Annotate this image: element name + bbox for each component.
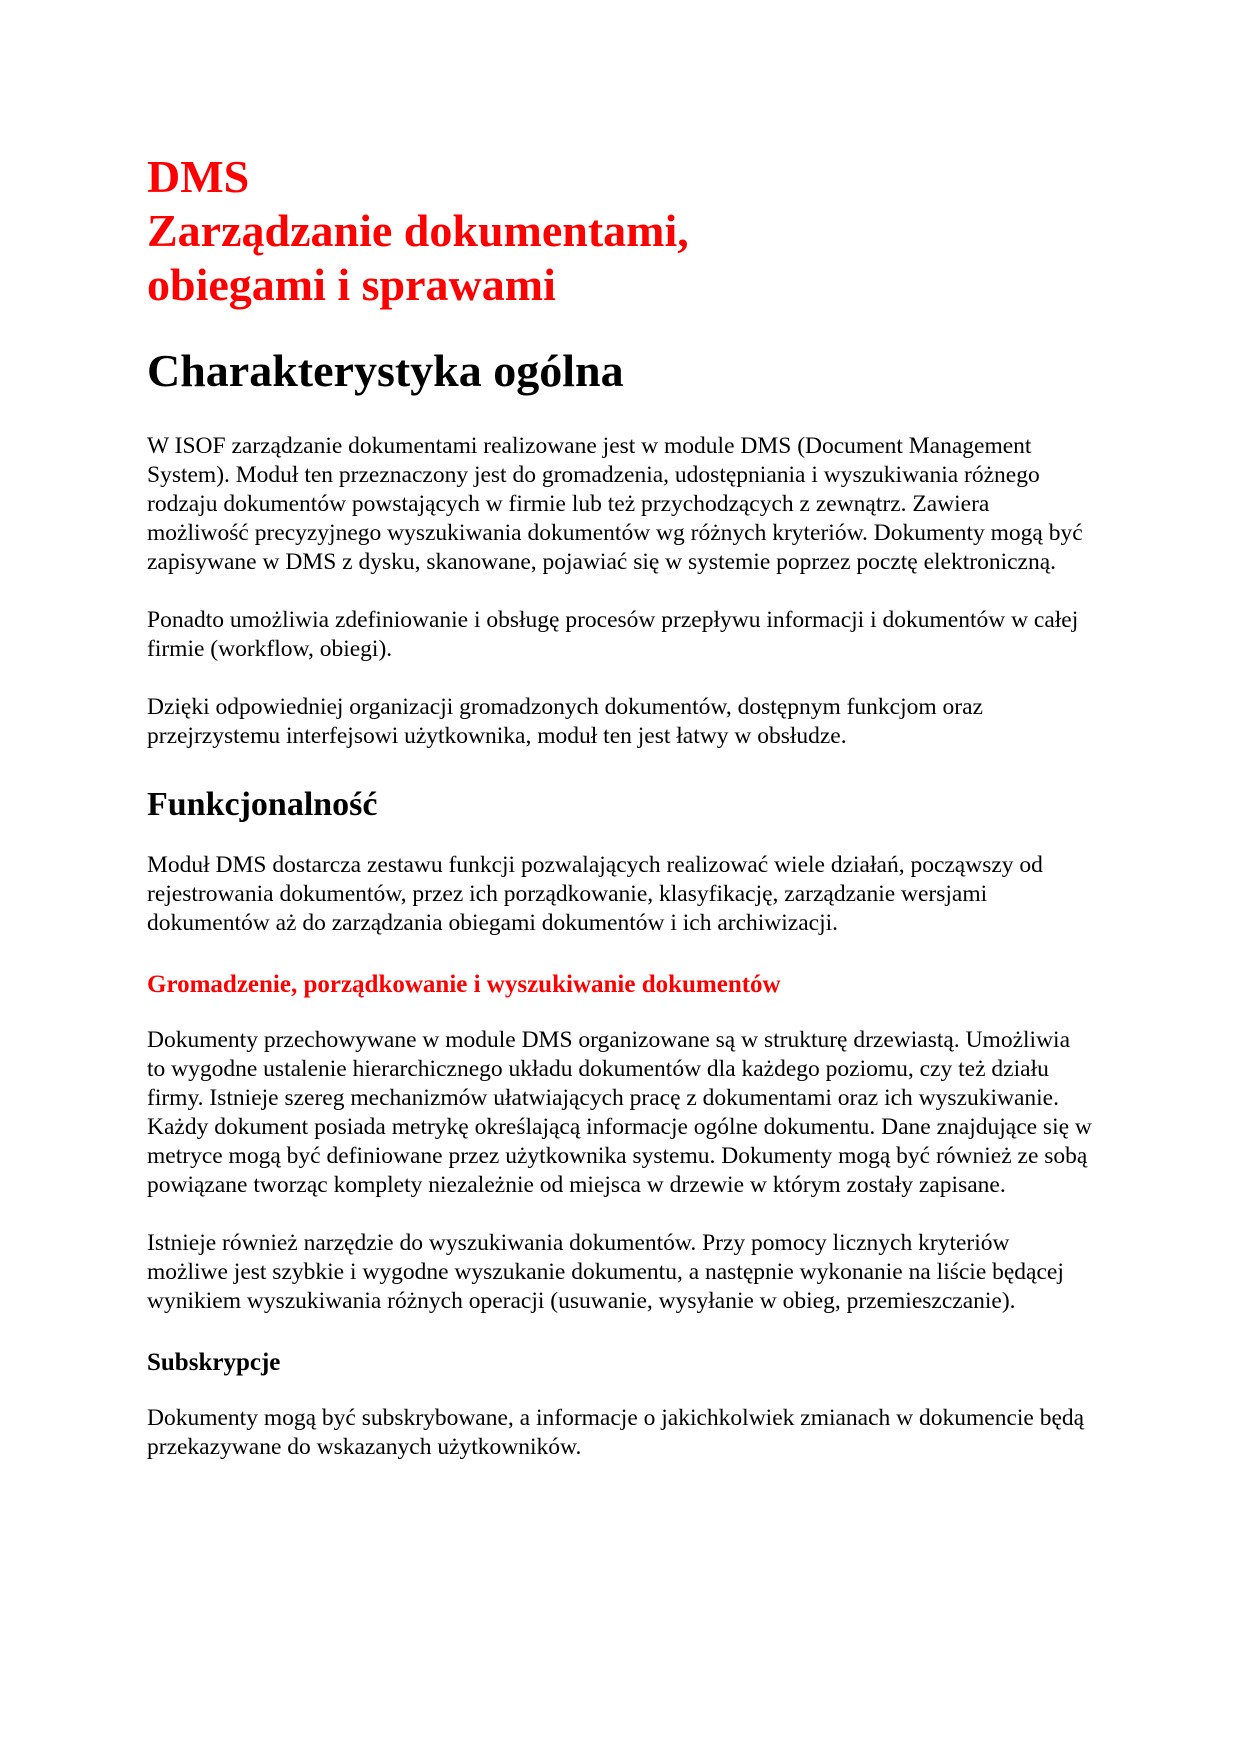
- title-line-3: obiegami i sprawami: [147, 259, 556, 310]
- paragraph-usability: Dzięki odpowiedniej organizacji gromadzonych dokumentów, dostępnym funkcjom oraz przejrzystemu interfejsowi użytkownika, moduł ten jest łatwy w obsłudze.: [147, 694, 983, 749]
- title-line-2: Zarządzanie dokumentami,: [147, 205, 689, 256]
- paragraph-functionality: Moduł DMS dostarcza zestawu funkcji pozwalających realizować wiele działań, począwszy od rejestrowania dokumentów, przez ich porządkowanie, klasyfikację, zarządzanie wersjami dokumentów aż do zarządzania obiegami dokumentów i ich archiwizacji.: [147, 852, 1043, 936]
- paragraph-subscriptions: Dokumenty mogą być subskrybowane, a informacje o jakichkolwiek zmianach w dokumencie będą przekazywane do wskazanych użytkowników.: [147, 1405, 1085, 1460]
- paragraph-structure: Dokumenty przechowywane w module DMS organizowane są w strukturę drzewiastą. Umożliwia to wygodne ustalenie hierarchicznego układu dokumentów dla każdego poziomu, czy też działu firmy. Istnieje szereg mechanizmów ułatwiających pracę z dokumentami oraz ich wyszukiwanie. Każdy dokument posiada metrykę określającą informacje ogólne dokumentu. Dane znajdujące się w metryce mogą być definiowane przez użytkownika systemu. Dokumenty mogą być również ze sobą powiązane tworząc komplety niezależnie od miejsca w drzewie w którym zostały zapisane.: [147, 1027, 1092, 1198]
- heading-functionality: Funkcjonalność: [147, 786, 378, 823]
- paragraph-intro: W ISOF zarządzanie dokumentami realizowane jest w module DMS (Document Management System). Moduł ten przeznaczony jest do gromadzenia, udostępniania i wyszukiwania różnego rodzaju dokumentów powstających w firmie lub też przychodzących z zewnątrz. Zawiera możliwość precyzyjnego wyszukiwania dokumentów wg różnych kryteriów. Dokumenty mogą być zapisywane w DMS z dysku, skanowane, pojawiać się w systemie poprzez pocztę elektroniczną.: [147, 433, 1083, 575]
- heading-general: Charakterystyka ogólna: [147, 345, 624, 396]
- title-line-1: DMS: [147, 151, 250, 202]
- paragraph-workflow: Ponadto umożliwia zdefiniowanie i obsługę procesów przepływu informacji i dokumentów w całej firmie (workflow, obiegi).: [147, 607, 1079, 662]
- heading-gathering: Gromadzenie, porządkowanie i wyszukiwanie dokumentów: [147, 971, 781, 998]
- document-title: [147, 150, 1092, 312]
- heading-subscriptions: Subskrypcje: [147, 1349, 281, 1376]
- document-page: [147, 150, 1092, 1491]
- paragraph-search: Istnieje również narzędzie do wyszukiwania dokumentów. Przy pomocy licznych kryteriów możliwe jest szybkie i wygodne wyszukanie dokumentu, a następnie wykonanie na liście będącej wynikiem wyszukiwania różnych operacji (usuwanie, wysyłanie w obieg, przemieszczanie).: [147, 1230, 1064, 1314]
